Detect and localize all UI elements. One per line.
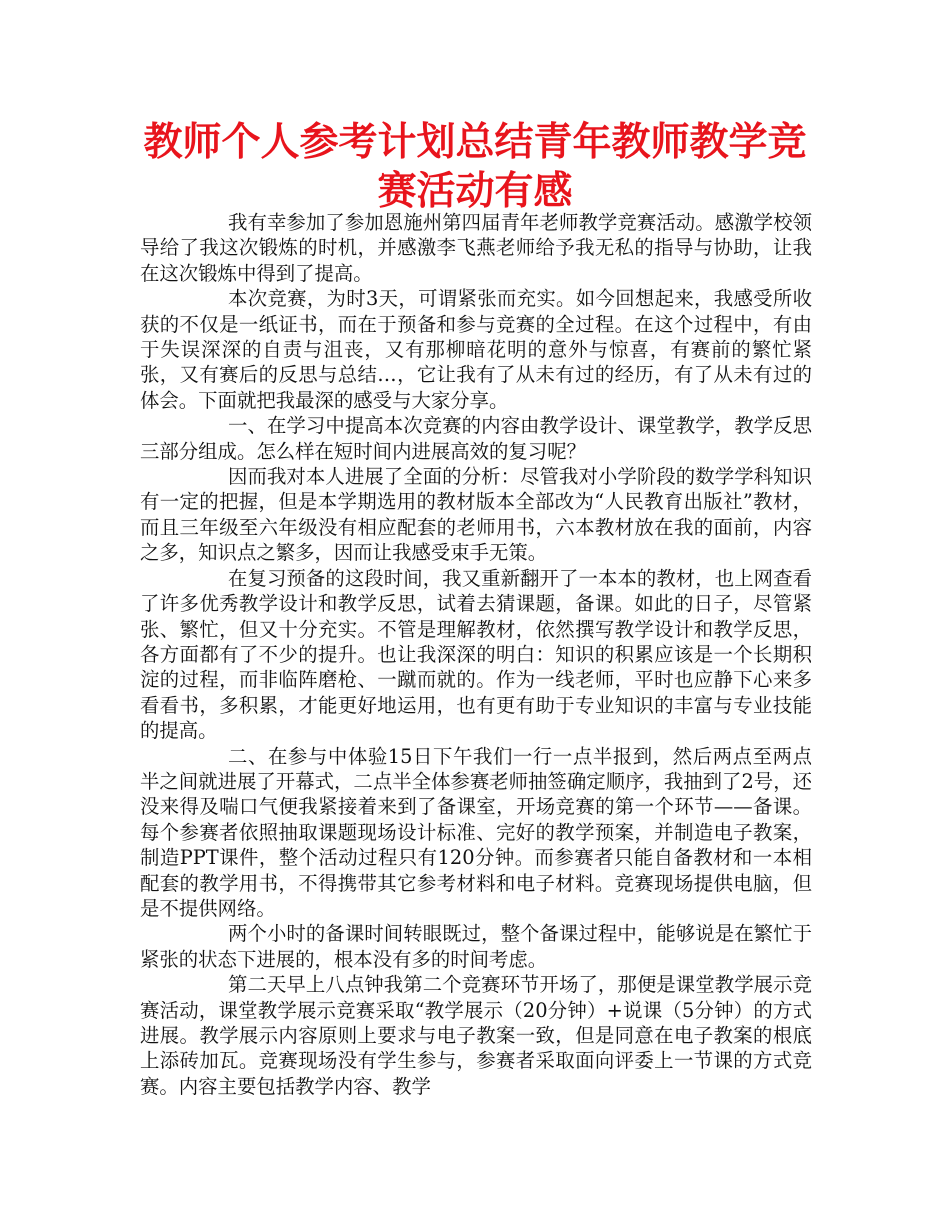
paragraph-lesson-prep-time: 两个小时的备课时间转眼既过，整个备课过程中，能够说是在繁忙于紧张的状态下进展的，根本没有多的时间考虑。 [140,922,812,971]
document-body [140,210,812,1099]
paragraph-intro: 我有幸参加了参加恩施州第四届青年老师教学竞赛活动。感激学校领导给了我这次锻炼的时机，并感激李飞燕老师给予我无私的指导与协助，让我在这次锻炼中得到了提高。 [140,211,812,285]
paragraph-classroom-teaching: 第二天早上八点钟我第二个竞赛环节开场了，那便是课堂教学展示竞赛活动，课堂教学展示竞赛采取“教学展示（20分钟）+说课（5分钟）的方式进展。教学展示内容原则上要求与电子教案一致，但是同意在电子教案的根底上添砖加瓦。竞赛现场没有学生参与，参赛者采取面向评委上一节课的方式竞赛。内容主要包括教学内容、教学 [140,973,812,1098]
paragraph-self-analysis: 因而我对本人进展了全面的分析：尽管我对小学阶段的数学学科知识有一定的把握，但是本学期选用的教材版本全部改为“人民教育出版社”教材，而且三年级至六年级没有相应配套的老师用书，六本教材放在我的面前，内容之多，知识点之繁多，因而让我感受束手无策。 [140,465,812,565]
paragraph-competition-overview: 本次竞赛，为时3天，可谓紧张而充实。如今回想起来，我感受所收获的不仅是一纸证书，而在于预备和参与竞赛的全过程。在这个过程中，有由于失误深深的自责与沮丧，又有那柳暗花明的意外与惊喜，有赛前的繁忙紧张，又有赛后的反思与总结…，它让我有了从未有过的经历，有了从未有过的体会。下面就把我最深的感受与大家分享。 [140,287,812,412]
document-title: 教师个人参考计划总结青年教师教学竞赛活动有感 [143,120,807,214]
paragraph-section-one: 一、在学习中提高本次竞赛的内容由教学设计、课堂教学，教学反思三部分组成。怎么样在短时间内进展高效的复习呢？ [140,414,812,463]
paragraph-review-preparation: 在复习预备的这段时间，我又重新翻开了一本本的教材，也上网查看了许多优秀教学设计和教学反思，试着去猜课题，备课。如此的日子，尽管紧张、繁忙，但又十分充实。不管是理解教材，依然撰写教学设计和教学反思，各方面都有了不少的提升。也让我深深的明白：知识的积累应该是一个长期积淀的过程，而非临阵磨枪、一蹴而就的。作为一线老师，平时也应静下心来多看看书，多积累，才能更好地运用，也有更有助于专业知识的丰富与专业技能的提高。 [140,566,812,743]
paragraph-section-two: 二、在参与中体验15日下午我们一行一点半报到，然后两点至两点半之间就进展了开幕式，二点半全体参赛老师抽签确定顺序，我抽到了2号，还没来得及喘口气便我紧接着来到了备课室，开场竞赛的第一个环节——备课。每个参赛者依照抽取课题现场设计标准、完好的教学预案，并制造电子教案，制造PPT课件，整个活动过程只有120分钟。而参赛者只能自备教材和一本相配套的教学用书，不得携带其它参考材料和电子材料。竞赛现场提供电脑，但是不提供网络。 [140,744,812,920]
